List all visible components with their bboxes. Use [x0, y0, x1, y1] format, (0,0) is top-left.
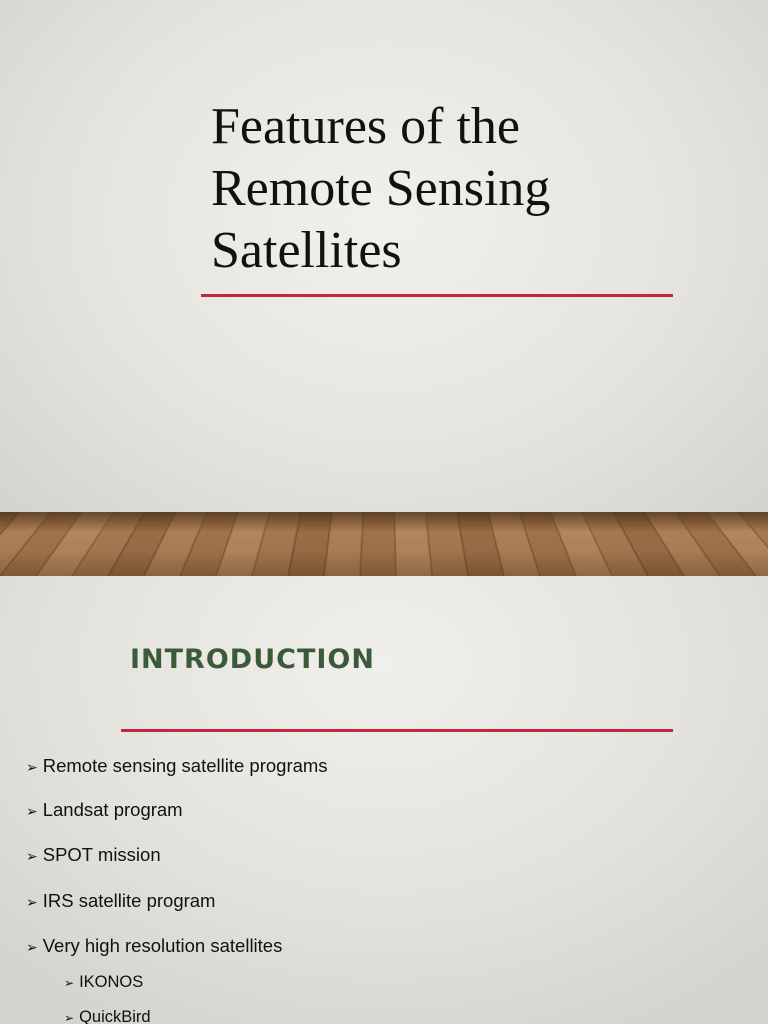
- list-item-text: IKONOS: [79, 973, 144, 991]
- title-line-1: Features of the: [211, 98, 521, 155]
- arrow-bullet-icon: ➢: [26, 895, 38, 911]
- arrow-bullet-icon: ➢: [64, 1011, 75, 1024]
- section-heading: INTRODUCTION: [130, 644, 375, 675]
- list-item-text: IRS satellite program: [42, 890, 216, 911]
- arrow-bullet-icon: ➢: [26, 940, 38, 956]
- list-item-text: Very high resolution satellites: [42, 935, 283, 956]
- wood-floor-decoration: [0, 512, 768, 576]
- list-item: [26, 935, 282, 957]
- list-item: [26, 844, 161, 866]
- list-item: [26, 755, 328, 777]
- arrow-bullet-icon: ➢: [26, 760, 38, 776]
- arrow-bullet-icon: ➢: [26, 804, 38, 820]
- list-item: [64, 973, 143, 992]
- arrow-bullet-icon: ➢: [64, 976, 75, 990]
- list-item-text: SPOT mission: [42, 844, 161, 865]
- wood-planks-graphic: [0, 512, 768, 576]
- title-line-3: Satellites: [211, 222, 402, 279]
- list-item-text: Landsat program: [42, 799, 183, 820]
- list-item: [26, 799, 183, 821]
- introduction-slide: [0, 576, 768, 1024]
- heading-underline: [121, 729, 673, 732]
- list-item-text: Remote sensing satellite programs: [42, 755, 328, 776]
- title-line-2: Remote Sensing: [211, 160, 551, 217]
- list-item-text: QuickBird: [79, 1008, 151, 1024]
- list-item: [64, 1008, 151, 1024]
- arrow-bullet-icon: ➢: [26, 849, 38, 865]
- list-item: [26, 890, 215, 912]
- title-underline: [201, 294, 673, 297]
- slide-title: [211, 96, 681, 282]
